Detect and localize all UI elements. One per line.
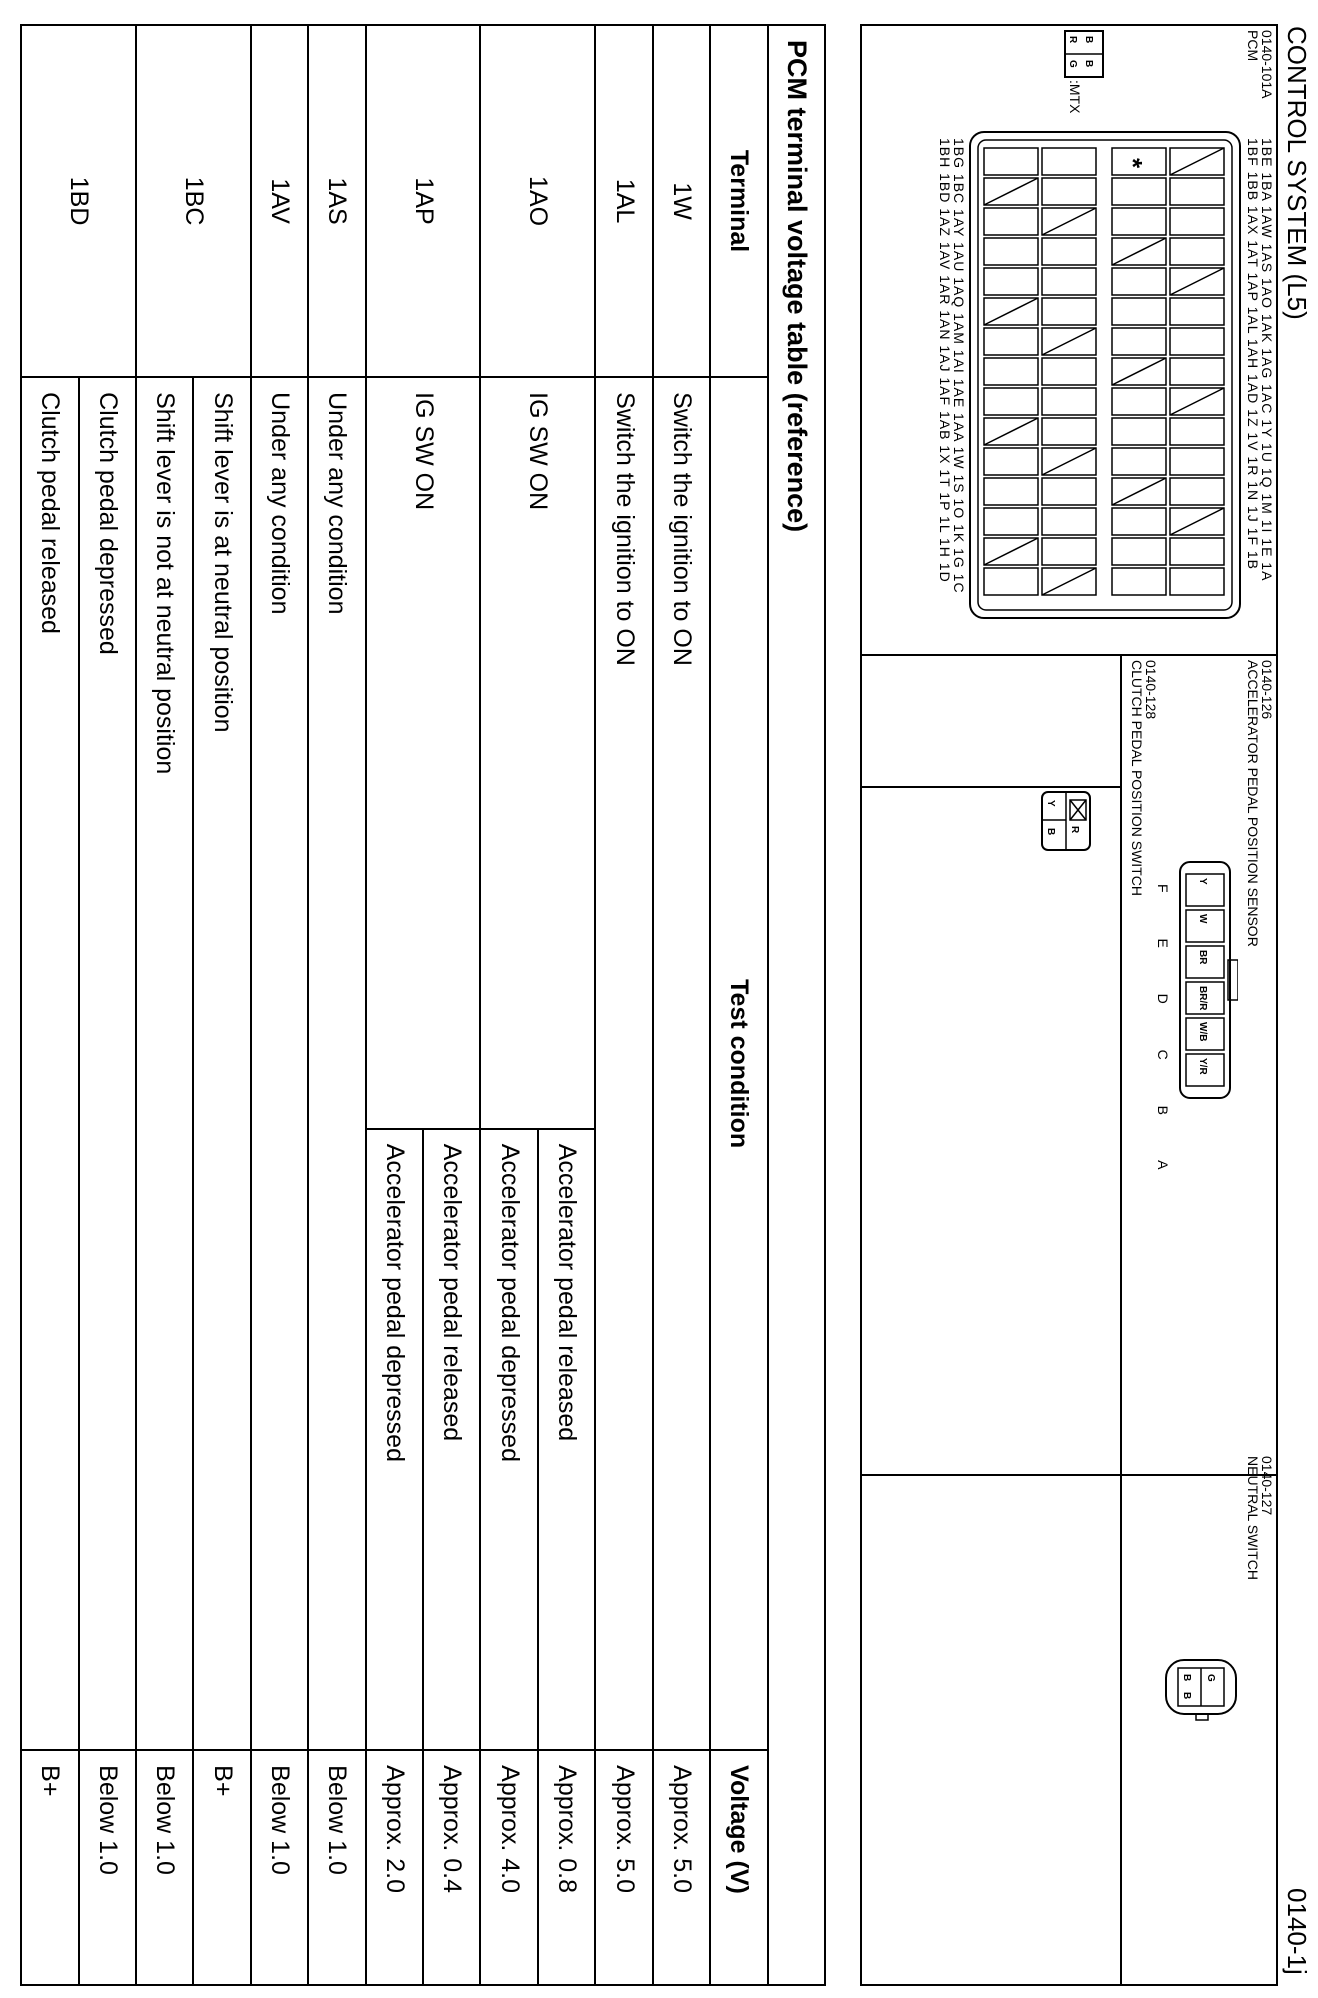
svg-text:B: B [1083,60,1094,68]
cpp-wire-b: B [1045,828,1056,836]
pcm-connector-name: PCM [1245,30,1261,62]
pcm-pin-cell [1170,448,1224,475]
pcm-pin-cell [1170,478,1224,505]
app-sensor-code: 0140-126 [1259,660,1275,720]
table-row: 1AV Under any condition Below 1.0 [251,25,308,1985]
pcm-pin-cell [984,448,1038,475]
voltage-table [20,24,826,1986]
pcm-pin-cell [1170,238,1224,265]
pcm-pin-cell [1170,328,1224,355]
pcm-pin-cell [984,328,1038,355]
pcm-pin-cell [1170,568,1224,595]
page-code: 0140-1j [1282,1888,1312,1975]
cpp-switch-name: CLUTCH PEDAL POSITION SWITCH [1129,660,1145,896]
pcm-pin-cell [984,508,1038,535]
table-row: 1W Switch the ignition to ON Approx. 5.0 [653,25,710,1985]
pcm-pin-blank-mark [1042,328,1096,355]
pcm-pin-cell [1170,208,1224,235]
pcm-pin-row-4: 1BH 1BD 1AZ 1AV 1AR 1AN 1AJ 1AF 1AB 1X 1T 1P 1L 1H 1D [937,138,953,583]
pcm-pin-cell [1112,538,1166,565]
pcm-pin-cell [1170,298,1224,325]
table-header-row [710,25,767,1985]
app-wire-label: Y [1197,878,1208,885]
pcm-pin-cell [984,358,1038,385]
pcm-pin-cell [1112,388,1166,415]
pcm-pin-blank-mark [1042,208,1096,235]
pcm-pin-cell [1042,478,1096,505]
col-test-condition: Test condition [710,377,767,1750]
pcm-pin-cell [1042,298,1096,325]
pcm-pin-cell [1170,358,1224,385]
pcm-pin-cell [1112,298,1166,325]
svg-text:G: G [1067,60,1078,68]
pcm-pin-blank-mark [1042,568,1096,595]
pcm-connector-drawing [968,130,1242,620]
pcm-pin-blank-mark [1112,478,1166,505]
table-row: Clutch pedal released B+ [21,25,79,1985]
pcm-pin-cell [1042,148,1096,175]
pcm-pin-cell [984,238,1038,265]
pcm-pin-cell [1042,178,1096,205]
pcm-pin-cell [1042,268,1096,295]
pcm-pin-cell [1112,328,1166,355]
pcm-pin-cell [1112,418,1166,445]
cpp-switch-code: 0140-128 [1143,660,1159,720]
svg-text:B: B [1181,1674,1192,1682]
neutral-switch-drawing [1160,1652,1242,1722]
pcm-pin-cell [1112,568,1166,595]
pcm-pin-blank-mark [984,538,1038,565]
cpp-wire-r: R [1069,826,1080,834]
pcm-pin-row-2: 1BF 1BB 1AX 1AT 1AP 1AL 1AH 1AD 1Z 1V 1R 1N 1J 1F 1B [1245,138,1261,571]
pcm-pin-cell [1112,508,1166,535]
pcm-pin-cell [984,148,1038,175]
pcm-pin-cell [1112,208,1166,235]
pcm-pin-cell [1042,238,1096,265]
pcm-pin-cell [984,388,1038,415]
pcm-pin-blank-mark [1112,358,1166,385]
col-terminal: Terminal [710,25,767,377]
app-wire-label: BR/R [1197,986,1208,1011]
pcm-pin-cell [1042,538,1096,565]
app-wire-label: W/B [1197,1022,1208,1042]
pcm-pin-blank-mark [1112,238,1166,265]
pcm-pin-cell [1042,388,1096,415]
app-wire-label: W [1197,914,1208,924]
mtx-note: :MTX [1067,80,1083,114]
pcm-pin-blank-mark [1170,508,1224,535]
pcm-pin-cell [1170,178,1224,205]
table-row: Accelerator pedal depressed Approx. 2.0 [366,25,423,1985]
pcm-pin-cell [984,268,1038,295]
table-row: 1AL Switch the ignition to ON Approx. 5.0 [595,25,652,1985]
pcm-pin-blank-mark [1042,448,1096,475]
pcm-pin-cell [1112,178,1166,205]
pcm-pin-cell [1042,508,1096,535]
pcm-pin-row-1: 1BE 1BA 1AW 1AS 1AO 1AK 1AG 1AC 1Y 1U 1Q 1M 1I 1E 1A [1259,138,1275,582]
pcm-pin-blank-mark [984,178,1038,205]
table-row: Accelerator pedal depressed Approx. 4.0 [480,25,537,1985]
table-row: 1AS Under any condition Below 1.0 [308,25,365,1985]
pcm-pin-blank-mark [1170,148,1224,175]
svg-text:B: B [1083,36,1094,44]
svg-text:B: B [1181,1692,1192,1700]
table-row: 1AO IG SW ON Accelerator pedal released Approx. 0.8 [538,25,595,1985]
table-row: Shift lever is not at neutral position Below 1.0 [136,25,193,1985]
app-wire-label: BR [1197,950,1208,965]
pcm-pin-cell [984,568,1038,595]
cpp-wire-y: Y [1045,800,1056,807]
pcm-pin-cell [1170,418,1224,445]
page-title: CONTROL SYSTEM (L5) [1282,26,1312,320]
pcm-pin-blank-mark [1170,388,1224,415]
cpp-switch-drawing [1040,790,1092,852]
app-sensor-drawing [1172,860,1238,1100]
pcm-pin-cell [984,478,1038,505]
neutral-switch-name: NEUTRAL SWITCH [1245,1456,1261,1580]
pcm-pin-blank-mark [984,418,1038,445]
pcm-pin-cell [1112,448,1166,475]
app-sensor-name: ACCELERATOR PEDAL POSITION SENSOR [1245,660,1261,947]
app-wire-label: Y/R [1197,1058,1208,1075]
pcm-pin-cell [1112,268,1166,295]
pcm-pin-blank-mark [984,298,1038,325]
table-row: 1BC Shift lever is at neutral position B+ [193,25,250,1985]
pcm-pin-cell [1042,418,1096,445]
pcm-pin-cell [1042,358,1096,385]
star-mark: * [1118,158,1148,169]
pcm-pin-blank-mark [1170,268,1224,295]
pcm-pin-cell [984,208,1038,235]
pcm-pin-cell [1170,538,1224,565]
svg-text:G: G [1205,1674,1216,1682]
svg-text:R: R [1067,36,1078,44]
table-caption: PCM terminal voltage table (reference) [768,25,825,1985]
neutral-switch-code: 0140-127 [1259,1456,1275,1516]
table-row: 1BD Clutch pedal depressed Below 1.0 [79,25,136,1985]
app-sensor-pins: F E D C B A [1155,884,1171,1191]
pcm-pin-row-3: 1BG 1BC 1AY 1AU 1AQ 1AM 1AI 1AE 1AA 1W 1S 1O 1K 1G 1C [951,138,967,594]
table-row: 1AP IG SW ON Accelerator pedal released Approx. 0.4 [423,25,480,1985]
pcm-connector-code: 0140-101A [1259,30,1275,99]
col-voltage: Voltage (V) [710,1750,767,1985]
